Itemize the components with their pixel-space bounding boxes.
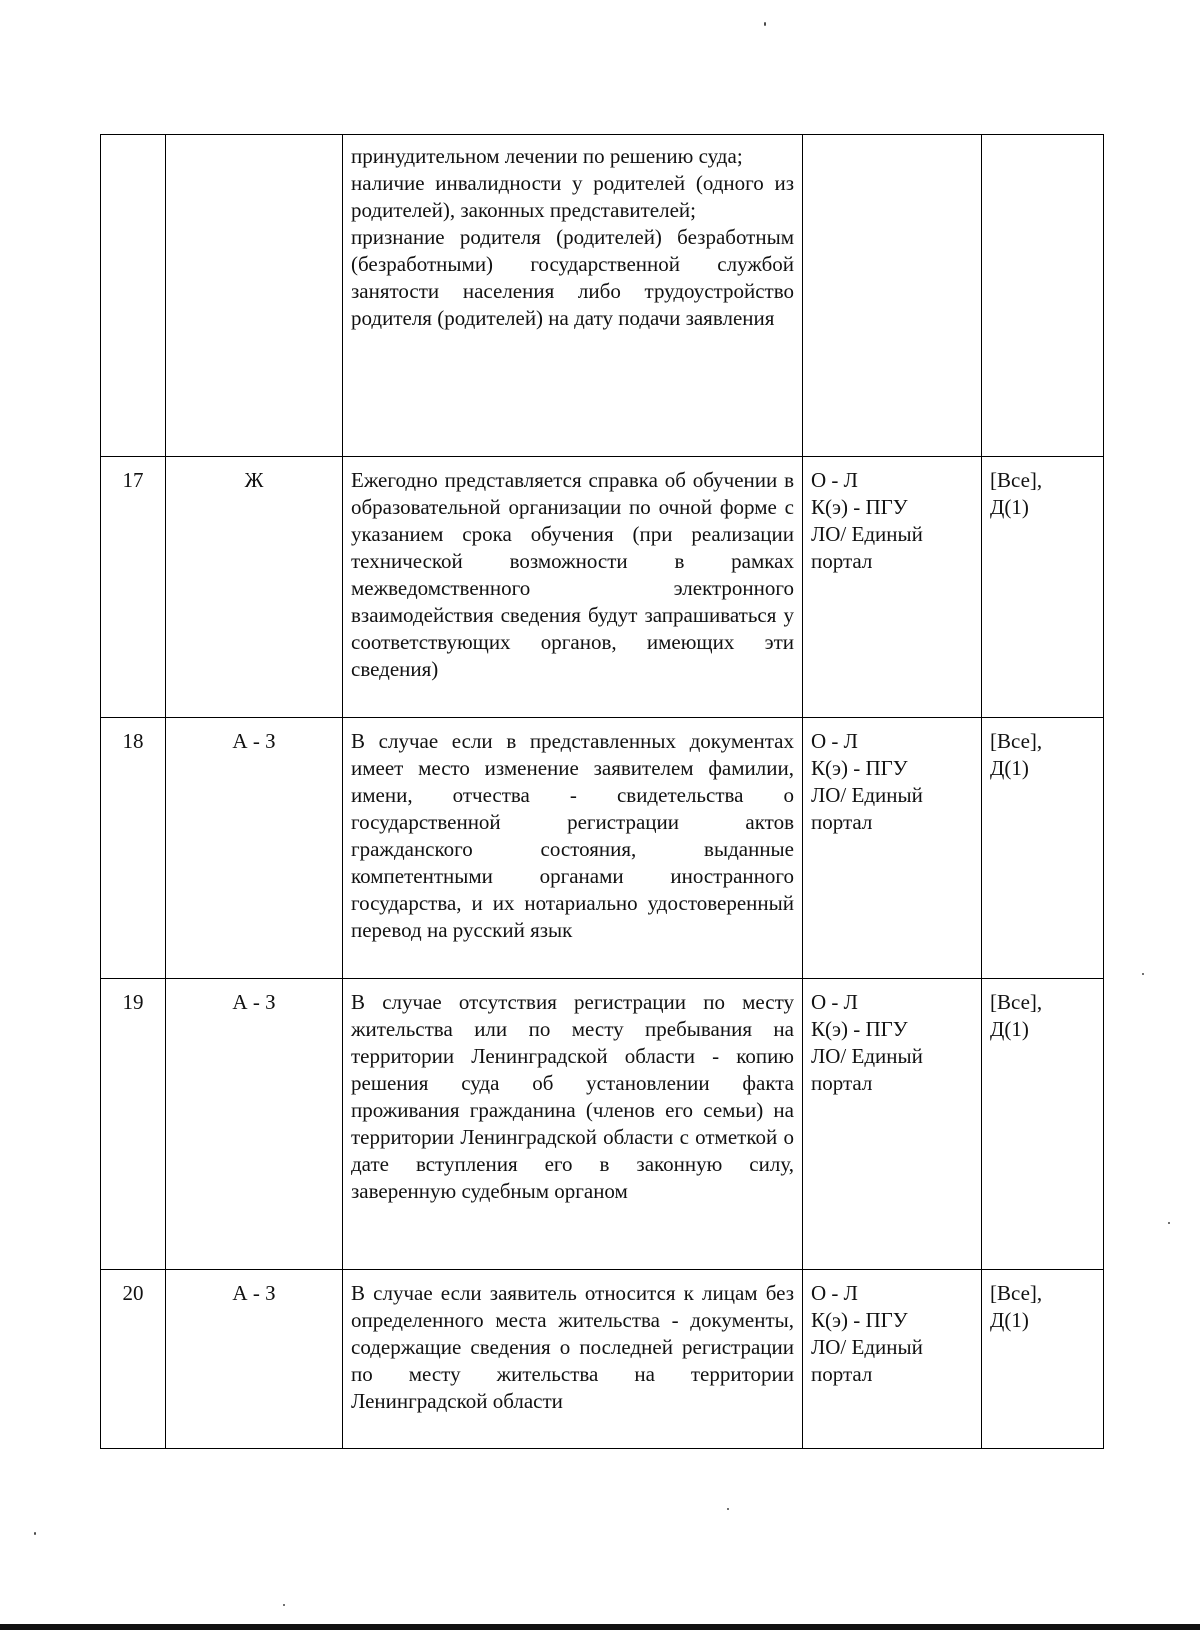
applicant-line: [Все], (990, 468, 1043, 492)
form-line: О - Л (811, 729, 858, 753)
description-paragraph: наличие инвалидности у родителей (одного из родителей), законных представителей; (351, 171, 794, 222)
row-description (343, 718, 803, 979)
row-number: 20 (101, 1270, 166, 1449)
form-line: К(э) - ПГУ (811, 495, 908, 519)
form-line: ЛО/ Единый (811, 1335, 923, 1359)
form-line: О - Л (811, 1281, 858, 1305)
scan-speck (34, 1532, 36, 1535)
scan-speck (764, 22, 766, 26)
row-applicant-type (982, 979, 1104, 1270)
row-submission-form (803, 457, 982, 718)
row-submission-form (803, 135, 982, 457)
description-paragraph: В случае если в представленных документах имеет место изменение заявителем фамилии, имени, отчества - свидетельства о государственной регистрации актов гражданского состояния, выданные компетентными органами иностранного государства, и их нотариально удостоверенный перевод на русский язык (351, 729, 794, 942)
row-category-code: А - З (166, 718, 343, 979)
applicant-line: Д(1) (990, 495, 1029, 519)
form-line: портал (811, 1071, 873, 1095)
form-line: К(э) - ПГУ (811, 756, 908, 780)
row-description (343, 979, 803, 1270)
description-paragraph: принудительном лечении по решению суда; (351, 144, 743, 168)
table-row (101, 718, 1104, 979)
scan-border-edge (0, 1624, 1200, 1630)
applicant-line: Д(1) (990, 1017, 1029, 1041)
description-paragraph: В случае отсутствия регистрации по месту жительства или по месту пребывания на территории Ленинградской области - копию решения суда об установлении факта проживания гражданина (членов его семьи) на территории Ленинградской области с отметкой о дате вступления его в законную силу, заверенную судебным органом (351, 990, 794, 1203)
row-number (101, 135, 166, 457)
form-line: О - Л (811, 990, 858, 1014)
description-paragraph: признание родителя (родителей) безработным (безработными) государственной службой занятости населения либо трудоустройство родителя (родителей) на дату подачи заявления (351, 225, 794, 330)
applicant-line: Д(1) (990, 756, 1029, 780)
row-number: 17 (101, 457, 166, 718)
form-line: ЛО/ Единый (811, 783, 923, 807)
row-submission-form (803, 718, 982, 979)
table-row (101, 1270, 1104, 1449)
row-number: 18 (101, 718, 166, 979)
document-table (100, 134, 1104, 1449)
description-paragraph: В случае если заявитель относится к лицам без определенного места жительства - документы, содержащие сведения о последней регистрации по месту жительства на территории Ленинградской области (351, 1281, 794, 1413)
row-description (343, 457, 803, 718)
row-description (343, 135, 803, 457)
row-submission-form (803, 1270, 982, 1449)
form-line: К(э) - ПГУ (811, 1017, 908, 1041)
applicant-line: [Все], (990, 990, 1043, 1014)
table-row (101, 979, 1104, 1270)
row-applicant-type (982, 1270, 1104, 1449)
table-row (101, 135, 1104, 457)
scan-speck (1168, 1222, 1170, 1224)
form-line: портал (811, 549, 873, 573)
form-line: портал (811, 810, 873, 834)
form-line: портал (811, 1362, 873, 1386)
row-category-code: А - З (166, 979, 343, 1270)
row-applicant-type (982, 457, 1104, 718)
row-applicant-type (982, 135, 1104, 457)
scan-speck (727, 1508, 729, 1510)
row-category-code: Ж (166, 457, 343, 718)
applicant-line: Д(1) (990, 1308, 1029, 1332)
description-paragraph: Ежегодно представляется справка об обучении в образовательной организации по очной форме с указанием срока обучения (при реализации технической возможности в рамках межведомственного электронного взаимодействия сведения будут запрашиваться у соответствующих органов, имеющих эти сведения) (351, 468, 794, 681)
row-category-code (166, 135, 343, 457)
applicant-line: [Все], (990, 729, 1043, 753)
applicant-line: [Все], (990, 1281, 1043, 1305)
form-line: О - Л (811, 468, 858, 492)
row-description (343, 1270, 803, 1449)
form-line: К(э) - ПГУ (811, 1308, 908, 1332)
form-line: ЛО/ Единый (811, 1044, 923, 1068)
row-submission-form (803, 979, 982, 1270)
row-number: 19 (101, 979, 166, 1270)
row-category-code: А - З (166, 1270, 343, 1449)
form-line: ЛО/ Единый (811, 522, 923, 546)
scan-speck (1142, 973, 1144, 975)
row-applicant-type (982, 718, 1104, 979)
table-row (101, 457, 1104, 718)
scan-speck (283, 1604, 285, 1606)
